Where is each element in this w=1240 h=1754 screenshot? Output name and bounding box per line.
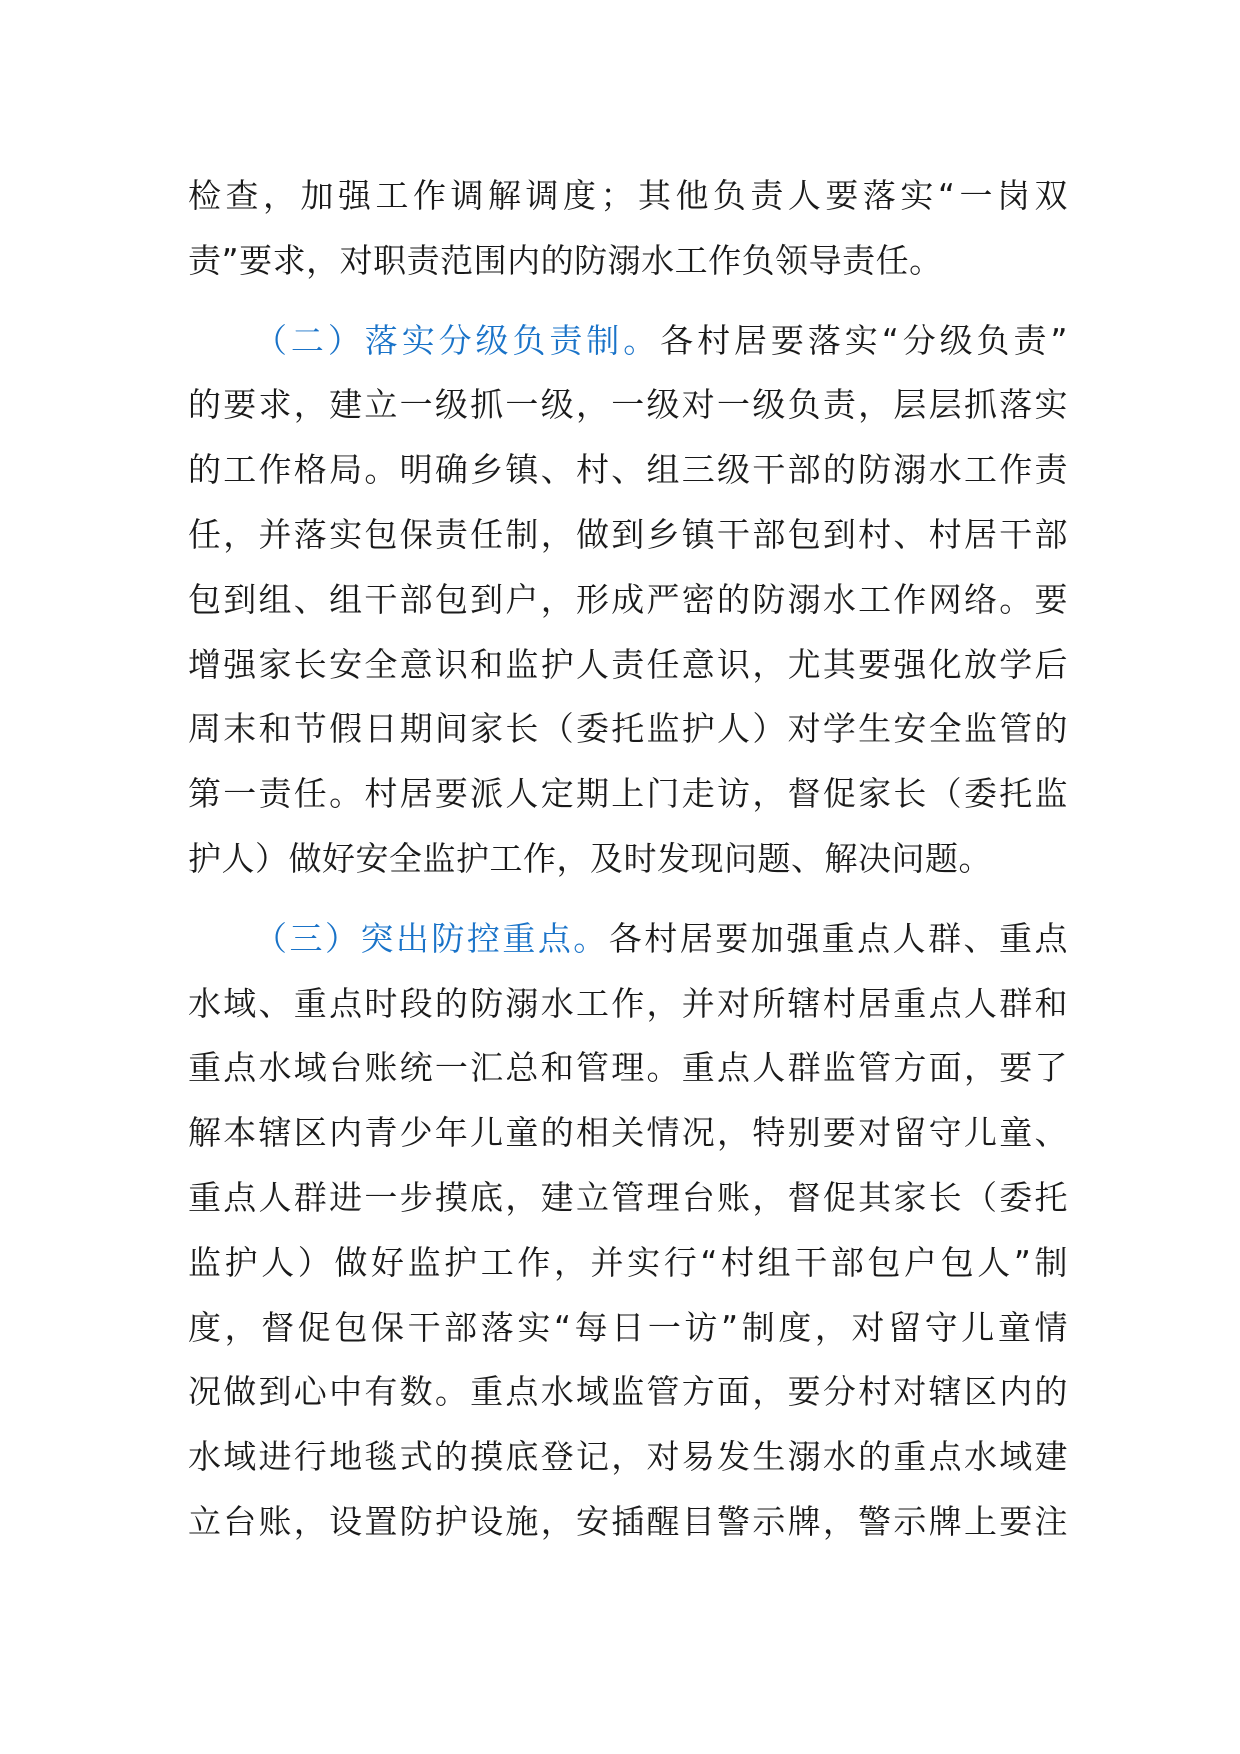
paragraph-1-line-1: 检查，加强工作调解调度；其他负责人要落实“一岗双 [188, 176, 1068, 215]
paragraph-2-line-8: 第一责任。村居要派人定期上门走访，督促家长（委托监 [188, 774, 1068, 814]
paragraph-2-line-1-text: 各村居要落实“分级负责” [660, 320, 1068, 360]
section-heading-3: （三）突出防控重点。 [254, 918, 609, 958]
paragraph-3-line-1-text: 各村居要加强重点人群、重点 [608, 918, 1069, 958]
paragraph-1 [188, 164, 1068, 294]
paragraph-2-line-6: 增强家长安全意识和监护人责任意识，尤其要强化放学后 [188, 644, 1068, 684]
paragraph-3-line-7: 度，督促包保干部落实“每日一访”制度，对留守儿童情 [188, 1307, 1068, 1347]
paragraph-3-line-4: 解本辖区内青少年儿童的相关情况，特别要对留守儿童、 [188, 1113, 1068, 1153]
paragraph-2-line-4: 任，并落实包保责任制，做到乡镇干部包到村、村居干部 [188, 514, 1068, 554]
paragraph-2 [188, 309, 1068, 892]
section-heading-2: （二）落实分级负责制。 [254, 320, 661, 360]
paragraph-3-line-9: 水域进行地毯式的摸底登记，对易发生溺水的重点水域建 [188, 1437, 1068, 1477]
document-body [188, 164, 1068, 1555]
paragraph-2-line-1 [188, 309, 1068, 374]
paragraph-2-line-5: 包到组、组干部包到户，形成严密的防溺水工作网络。要 [188, 579, 1068, 619]
paragraph-3-line-5: 重点人群进一步摸底，建立管理台账，督促其家长（委托 [188, 1177, 1068, 1217]
paragraph-3-line-10: 立台账，设置防护设施，安插醒目警示牌，警示牌上要注 [188, 1501, 1068, 1541]
paragraph-3-line-2: 水域、重点时段的防溺水工作，并对所辖村居重点人群和 [188, 983, 1068, 1023]
paragraph-3-line-8: 况做到心中有数。重点水域监管方面，要分村对辖区内的 [188, 1372, 1068, 1412]
paragraph-3-line-6: 监护人）做好监护工作，并实行“村组干部包户包人”制 [188, 1242, 1068, 1282]
paragraph-3-line-3: 重点水域台账统一汇总和管理。重点人群监管方面，要了 [188, 1048, 1068, 1088]
paragraph-2-line-7: 周末和节假日期间家长（委托监护人）对学生安全监管的 [188, 709, 1068, 749]
paragraph-2-line-2: 的要求，建立一级抓一级，一级对一级负责，层层抓落实 [188, 385, 1068, 425]
paragraph-1-line-2: 责”要求，对职责范围内的防溺水工作负领导责任。 [188, 240, 943, 280]
paragraph-2-line-9: 护人）做好安全监护工作，及时发现问题、解决问题。 [188, 838, 992, 878]
paragraph-2-line-3: 的工作格局。明确乡镇、村、组三级干部的防溺水工作责 [188, 450, 1068, 490]
paragraph-3 [188, 907, 1068, 1555]
paragraph-3-line-1 [188, 907, 1068, 972]
